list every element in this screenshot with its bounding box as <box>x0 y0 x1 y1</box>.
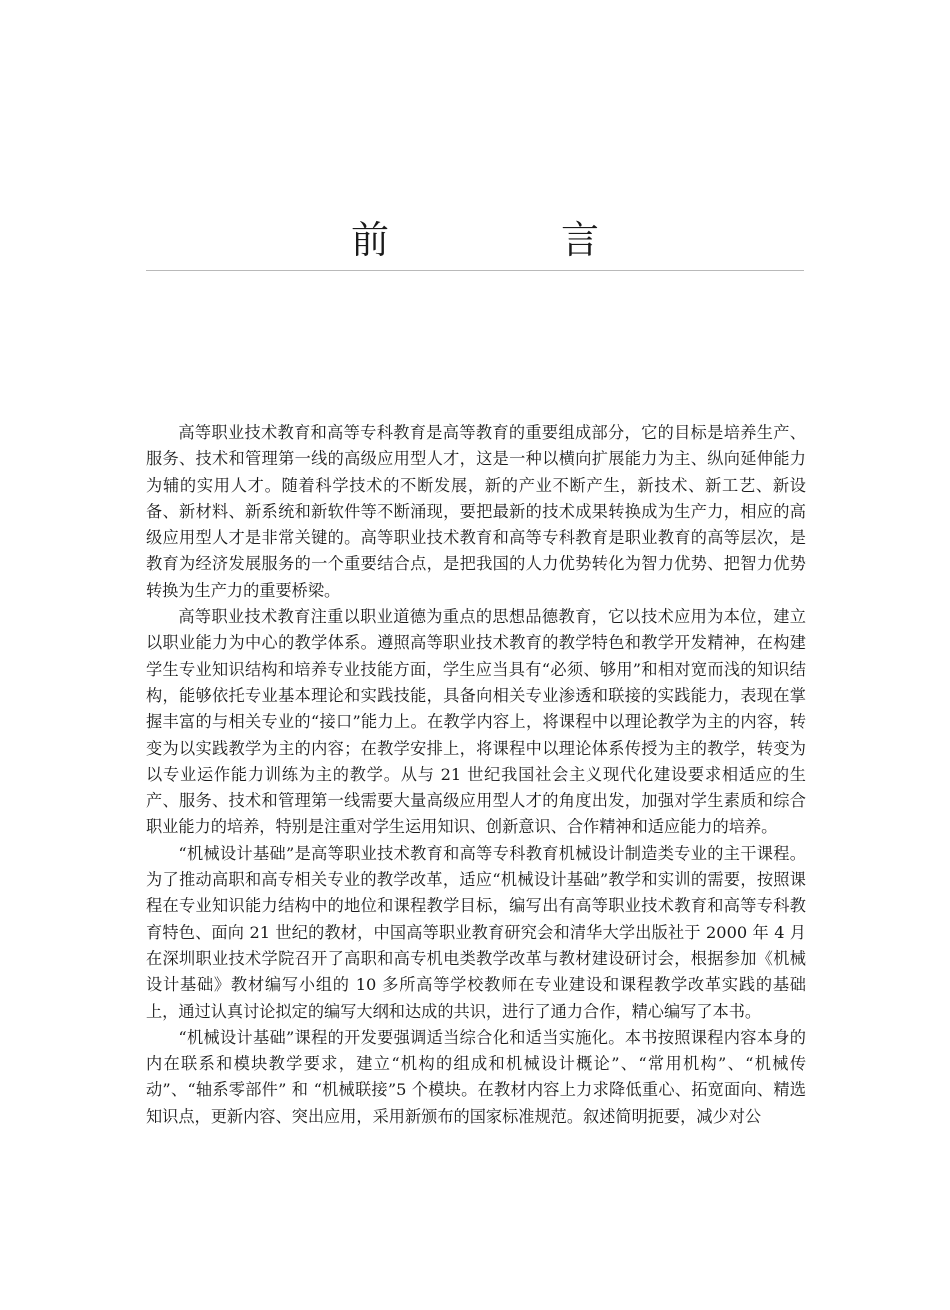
paragraph: 高等职业技术教育注重以职业道德为重点的思想品德教育，它以技术应用为本位，建立以职业能力为中心的教学体系。遵照高等职业技术教育的教学特色和教学开发精神，在构建学生专业知识结构和培养专业技能方面，学生应当具有“必须、够用”和相对宽而浅的知识结构，能够依托专业基本理论和实践技能，具备向相关专业渗透和联接的实践能力，表现在掌握丰富的与相关专业的“接口”能力上。在教学内容上，将课程中以理论教学为主的内容，转变为以实践教学为主的内容；在教学安排上，将课程中以理论体系传授为主的教学，转变为以专业运作能力训练为主的教学。从与 21 世纪我国社会主义现代化建设要求相适应的生产、服务、技术和管理第一线需要大量高级应用型人才的角度出发，加强对学生素质和综合职业能力的培养，特别是注重对学生运用知识、创新意识、合作精神和适应能力的培养。 <box>146 607 806 837</box>
page-title: 前 言 <box>350 218 680 262</box>
paragraph: 高等职业技术教育和高等专科教育是高等教育的重要组成部分，它的目标是培养生产、服务、技术和管理第一线的高级应用型人才，这是一种以横向扩展能力为主、纵向延伸能力为辅的实用人才。随着科学技术的不断发展，新的产业不断产生，新技术、新工艺、新设备、新材料、新系统和新软件等不断涌现，要把最新的技术成果转换成为生产力，相应的高级应用型人才是非常关键的。高等职业技术教育和高等专科教育是职业教育的高等层次，是教育为经济发展服务的一个重要结合点，是把我国的人力优势转化为智力优势、把智力优势转换为生产力的重要桥梁。 <box>146 423 806 600</box>
preface-body <box>146 420 806 1130</box>
title-divider <box>146 270 804 271</box>
paragraph: “机械设计基础”课程的开发要强调适当综合化和适当实施化。本书按照课程内容本身的内在联系和模块教学要求，建立“机构的组成和机械设计概论”、“常用机构”、“机械传动”、“轴系零部件” 和 “机械联接”5 个模块。在教材内容上力求降低重心、拓宽面向、精选知识点，更新内容、突出应用，采用新颁布的国家标准规范。叙述简明扼要，减少对公 <box>146 1027 806 1126</box>
paragraph: “机械设计基础”是高等职业技术教育和高等专科教育机械设计制造类专业的主干课程。为了推动高职和高专相关专业的教学改革，适应“机械设计基础”教学和实训的需要，按照课程在专业知识能力结构中的地位和课程教学目标，编写出有高等职业技术教育和高等专科教育特色、面向 21 世纪的教材，中国高等职业教育研究会和清华大学出版社于 2000 年 4 月在深圳职业技术学院召开了高职和高专机电类教学改革与教材建设研讨会，根据参加《机械设计基础》教材编写小组的 10 多所高等学校教师在专业建设和课程教学改革实践的基础上，通过认真讨论拟定的编写大纲和达成的共识，进行了通力合作，精心编写了本书。 <box>146 843 806 1021</box>
